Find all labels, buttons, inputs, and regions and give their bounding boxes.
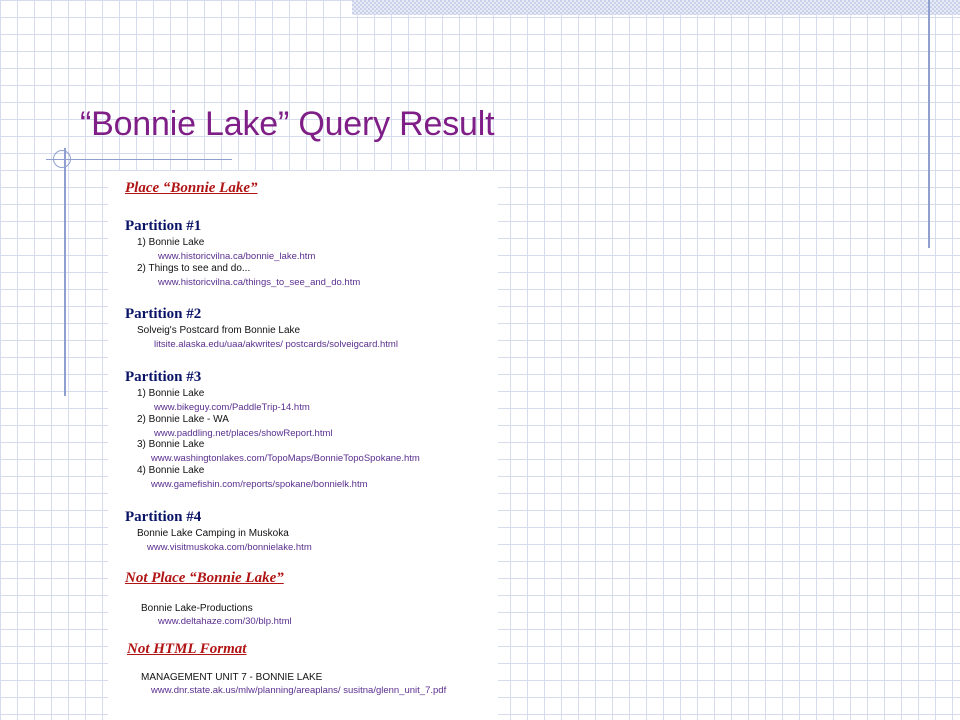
result-url[interactable]: www.historicvilna.ca/bonnie_lake.htm — [158, 251, 316, 262]
slide-title: “Bonnie Lake” Query Result — [80, 105, 495, 143]
query-result-document — [108, 171, 498, 720]
partition-3-heading: Partition #3 — [125, 369, 202, 385]
decorative-vertical-line — [928, 0, 930, 248]
decorative-horizontal-line — [46, 159, 232, 160]
result-label: 4) Bonnie Lake — [137, 465, 205, 476]
crosshair-circle — [53, 150, 71, 168]
result-label: Bonnie Lake Camping in Muskoka — [137, 528, 289, 539]
result-label: 1) Bonnie Lake — [137, 388, 205, 399]
result-url[interactable]: www.historicvilna.ca/things_to_see_and_do.htm — [158, 277, 361, 288]
result-url[interactable]: www.bikeguy.com/PaddleTrip-14.htm — [154, 402, 310, 413]
result-label: 1) Bonnie Lake — [137, 237, 205, 248]
result-url[interactable]: www.visitmuskoka.com/bonnielake.htm — [147, 542, 312, 553]
result-url[interactable]: litsite.alaska.edu/uaa/akwrites/ postcards/solveigcard.html — [154, 339, 398, 350]
not-html-heading: Not HTML Format — [127, 641, 247, 657]
not-place-heading: Not Place “Bonnie Lake” — [125, 570, 284, 586]
place-heading: Place “Bonnie Lake” — [125, 180, 258, 196]
result-url[interactable]: www.deltahaze.com/30/blp.html — [158, 616, 292, 627]
result-label: 2) Bonnie Lake - WA — [137, 414, 229, 425]
result-label: 2) Things to see and do... — [137, 263, 251, 274]
result-label: 3) Bonnie Lake — [137, 439, 205, 450]
result-label: Bonnie Lake-Productions — [141, 603, 253, 614]
result-label: Solveig's Postcard from Bonnie Lake — [137, 325, 301, 336]
top-decorative-band — [352, 0, 960, 15]
result-url[interactable]: www.dnr.state.ak.us/mlw/planning/areaplans/ susitna/glenn_unit_7.pdf — [151, 685, 447, 696]
result-label: MANAGEMENT UNIT 7 - BONNIE LAKE — [141, 672, 323, 683]
result-url[interactable]: www.gamefishin.com/reports/spokane/bonnielk.htm — [151, 479, 368, 490]
decorative-vertical-line — [64, 148, 66, 396]
result-url[interactable]: www.washingtonlakes.com/TopoMaps/BonnieTopoSpokane.htm — [151, 453, 420, 464]
result-url[interactable]: www.paddling.net/places/showReport.html — [154, 428, 333, 439]
partition-2-heading: Partition #2 — [125, 306, 202, 322]
partition-4-heading: Partition #4 — [125, 509, 202, 525]
partition-1-heading: Partition #1 — [125, 218, 202, 234]
